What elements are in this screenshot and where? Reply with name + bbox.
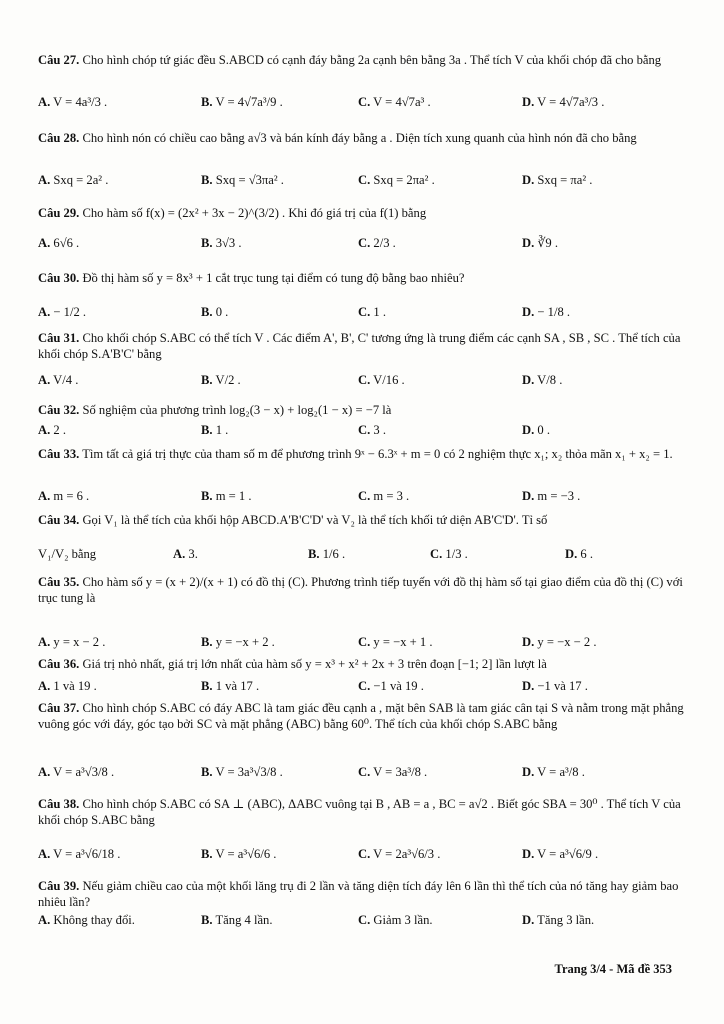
option-letter: A.	[38, 423, 51, 437]
question-36	[38, 656, 688, 693]
question-text: Cho khối chóp S.ABC có thể tích V . Các điểm A', B', C' tương ứng là trung điểm các cạnh SA , SB , SC . Thể tích của khối chóp S.A'B'C' bằng	[38, 331, 681, 361]
question-stem	[38, 574, 688, 606]
option-b: 1 và 17 .	[215, 679, 260, 693]
option-d: −1 và 17 .	[537, 679, 588, 693]
question-stem	[38, 700, 688, 732]
option-letter: B.	[201, 373, 213, 387]
question-stem	[38, 656, 688, 672]
option-b: Tăng 4 lần.	[215, 913, 273, 927]
question-text: Cho hình chóp S.ABC có SA ⊥ (ABC), ΔABC vuông tại B , AB = a , BC = a√2 . Biết góc SBA = 30⁰ . Thể tích V của khối chóp S.ABC bằng	[38, 797, 681, 827]
option-letter: A.	[38, 236, 51, 250]
option-letter: D.	[522, 679, 535, 693]
question-text: Tìm tất cả giá trị thực của tham số m để phương trình 9ˣ − 6.3ˣ + m = 0 có 2 nghiệm thực x₁; x₂ thỏa mãn x₁ + x₂ = 1.	[82, 447, 673, 461]
option-a: V = 4a³/3 .	[53, 95, 108, 109]
option-a: Không thay đổi.	[53, 913, 135, 927]
option-c: 1/3 .	[445, 547, 468, 561]
option-letter: C.	[358, 373, 371, 387]
option-letter: C.	[358, 423, 371, 437]
option-a: 3.	[188, 547, 198, 561]
option-letter: A.	[38, 765, 51, 779]
option-d: 6 .	[580, 547, 593, 561]
option-letter: D.	[522, 95, 535, 109]
question-number: Câu 31.	[38, 331, 80, 345]
option-letter: C.	[358, 489, 371, 503]
option-c: 2/3 .	[373, 236, 396, 250]
option-b: V/2 .	[215, 373, 241, 387]
option-a: 6√6 .	[53, 236, 80, 250]
option-letter: C.	[358, 305, 371, 319]
option-letter: B.	[201, 765, 213, 779]
question-number: Câu 39.	[38, 879, 80, 893]
question-stem	[38, 330, 688, 362]
question-stem	[38, 52, 688, 68]
option-letter: C.	[358, 847, 371, 861]
question-stem	[38, 130, 688, 146]
option-letter: D.	[522, 305, 535, 319]
option-letter: D.	[522, 236, 535, 250]
option-letter: C.	[358, 635, 371, 649]
question-stem	[38, 270, 688, 286]
question-number: Câu 29.	[38, 206, 80, 220]
question-35	[38, 574, 688, 649]
question-number: Câu 38.	[38, 797, 80, 811]
option-c: y = −x + 1 .	[373, 635, 433, 649]
option-d: V/8 .	[537, 373, 563, 387]
option-a: V = a³√3/8 .	[53, 765, 115, 779]
option-letter: A.	[38, 489, 51, 503]
question-stem	[38, 796, 688, 828]
option-a: V = a³√6/18 .	[53, 847, 121, 861]
option-letter: B.	[201, 679, 213, 693]
question-number: Câu 28.	[38, 131, 80, 145]
option-c: Giảm 3 lần.	[373, 913, 433, 927]
option-letter: D.	[522, 765, 535, 779]
option-d: V = 4√7a³/3 .	[537, 95, 605, 109]
option-letter: A.	[38, 173, 51, 187]
option-letter: A.	[173, 547, 186, 561]
option-letter: B.	[201, 305, 213, 319]
option-c: m = 3 .	[373, 489, 410, 503]
option-a: − 1/2 .	[53, 305, 87, 319]
option-letter: C.	[358, 913, 371, 927]
question-text: Gọi V₁ là thể tích của khối hộp ABCD.A'B'C'D' và V₂ là thể tích khối tứ diện AB'C'D'. Tỉ số	[82, 513, 548, 527]
option-letter: B.	[308, 547, 320, 561]
option-d: Sxq = πa² .	[537, 173, 593, 187]
question-38	[38, 796, 688, 861]
option-letter: D.	[522, 913, 535, 927]
page-footer: Trang 3/4 - Mã đề 353	[554, 962, 672, 976]
option-letter: C.	[358, 765, 371, 779]
question-34	[38, 512, 688, 561]
question-30	[38, 270, 688, 319]
option-c: V = 4√7a³ .	[373, 95, 431, 109]
question-stem	[38, 878, 688, 910]
option-a: Sxq = 2a² .	[53, 173, 109, 187]
option-letter: D.	[522, 489, 535, 503]
question-text: Cho hình chóp S.ABC có đáy ABC là tam giác đều cạnh a , mặt bên SAB là tam giác cân tại S và nằm trong mặt phẳng vuông góc với đáy, góc tạo bởi SC và mặt phẳng (ABC) bằng 60⁰. Thể tích của khối chóp S.ABC bằng	[38, 701, 684, 731]
question-number: Câu 30.	[38, 271, 80, 285]
option-d: m = −3 .	[537, 489, 581, 503]
option-d: ∛9 .	[537, 236, 559, 250]
question-number: Câu 27.	[38, 53, 80, 67]
option-c: 1 .	[373, 305, 386, 319]
option-b: m = 1 .	[215, 489, 252, 503]
option-letter: A.	[38, 305, 51, 319]
option-b: Sxq = √3πa² .	[215, 173, 284, 187]
question-39	[38, 878, 688, 927]
option-letter: D.	[522, 373, 535, 387]
option-b: y = −x + 2 .	[215, 635, 275, 649]
option-a: 2 .	[53, 423, 66, 437]
option-c: −1 và 19 .	[373, 679, 424, 693]
question-31	[38, 330, 688, 387]
option-letter: D.	[565, 547, 578, 561]
question-33	[38, 446, 688, 503]
option-d: V = a³√6/9 .	[537, 847, 599, 861]
question-text: Nếu giảm chiều cao của một khối lăng trụ đi 2 lần và tăng diện tích đáy lên 6 lần thì thể tích của nó tăng hay giảm bao nhiêu lần?	[38, 879, 679, 909]
option-letter: C.	[358, 173, 371, 187]
question-text: Cho hình chóp tứ giác đều S.ABCD có cạnh đáy bằng 2a cạnh bên bằng 3a . Thể tích V của khối chóp đã cho bằng	[82, 53, 662, 67]
option-letter: B.	[201, 847, 213, 861]
option-letter: A.	[38, 913, 51, 927]
question-number: Câu 34.	[38, 513, 80, 527]
option-letter: A.	[38, 679, 51, 693]
option-letter: A.	[38, 95, 51, 109]
option-b: 1/6 .	[322, 547, 346, 561]
question-37	[38, 700, 688, 779]
option-letter: C.	[358, 95, 371, 109]
question-number: Câu 33.	[38, 447, 80, 461]
option-a: y = x − 2 .	[53, 635, 106, 649]
question-stem	[38, 512, 688, 528]
option-letter: D.	[522, 847, 535, 861]
option-letter: B.	[201, 95, 213, 109]
question-text: Đồ thị hàm số y = 8x³ + 1 cắt trục tung tại điểm có tung độ bằng bao nhiêu?	[82, 271, 465, 285]
option-c: V = 2a³√6/3 .	[373, 847, 441, 861]
option-c: 3 .	[373, 423, 386, 437]
option-letter: B.	[201, 423, 213, 437]
option-letter: B.	[201, 635, 213, 649]
option-letter: C.	[430, 547, 443, 561]
option-c: V/16 .	[373, 373, 405, 387]
question-text: Cho hàm số f(x) = (2x² + 3x − 2)^(3/2) . Khi đó giá trị của f(1) bằng	[82, 206, 427, 220]
question-32	[38, 402, 688, 437]
option-b: V = 3a³√3/8 .	[215, 765, 283, 779]
option-letter: B.	[201, 236, 213, 250]
option-d: − 1/8 .	[537, 305, 571, 319]
question-stem	[38, 402, 688, 418]
option-letter: A.	[38, 847, 51, 861]
question-27	[38, 52, 688, 109]
question-text: Số nghiệm của phương trình log₂(3 − x) + log₂(1 − x) = −7 là	[82, 403, 392, 417]
option-c: Sxq = 2πa² .	[373, 173, 435, 187]
option-d: Tăng 3 lần.	[537, 913, 595, 927]
option-letter: D.	[522, 635, 535, 649]
option-b: 3√3 .	[215, 236, 242, 250]
option-letter: C.	[358, 236, 371, 250]
question-text: Cho hàm số y = (x + 2)/(x + 1) có đồ thị (C). Phương trình tiếp tuyến với đồ thị hàm số tại giao điểm của đồ thị (C) với trục tung là	[38, 575, 683, 605]
option-letter: B.	[201, 489, 213, 503]
question-28	[38, 130, 688, 187]
question-29	[38, 205, 688, 250]
question-stem	[38, 446, 688, 462]
option-a: V/4 .	[53, 373, 79, 387]
question-number: Câu 32.	[38, 403, 80, 417]
option-d: 0 .	[537, 423, 550, 437]
question-number: Câu 37.	[38, 701, 80, 715]
option-b: V = a³√6/6 .	[215, 847, 277, 861]
option-d: V = a³/8 .	[537, 765, 585, 779]
option-b: V = 4√7a³/9 .	[215, 95, 283, 109]
option-letter: C.	[358, 679, 371, 693]
option-a: 1 và 19 .	[53, 679, 97, 693]
question-stem	[38, 205, 688, 221]
option-b: 0 .	[215, 305, 229, 319]
question-text: Giá trị nhỏ nhất, giá trị lớn nhất của hàm số y = x³ + x² + 2x + 3 trên đoạn [−1; 2] lần lượt là	[82, 657, 547, 671]
option-letter: B.	[201, 913, 213, 927]
option-letter: D.	[522, 423, 535, 437]
question-number: Câu 35.	[38, 575, 80, 589]
option-d: y = −x − 2 .	[537, 635, 597, 649]
option-letter: A.	[38, 373, 51, 387]
option-c: V = 3a³/8 .	[373, 765, 428, 779]
option-letter: A.	[38, 635, 51, 649]
question-number: Câu 36.	[38, 657, 80, 671]
ratio-label: V₁/V₂ bằng	[38, 547, 97, 561]
option-b: 1 .	[215, 423, 229, 437]
option-letter: B.	[201, 173, 213, 187]
option-a: m = 6 .	[53, 489, 90, 503]
option-letter: D.	[522, 173, 535, 187]
question-text: Cho hình nón có chiều cao bằng a√3 và bán kính đáy bằng a . Diện tích xung quanh của hình nón đã cho bằng	[82, 131, 637, 145]
